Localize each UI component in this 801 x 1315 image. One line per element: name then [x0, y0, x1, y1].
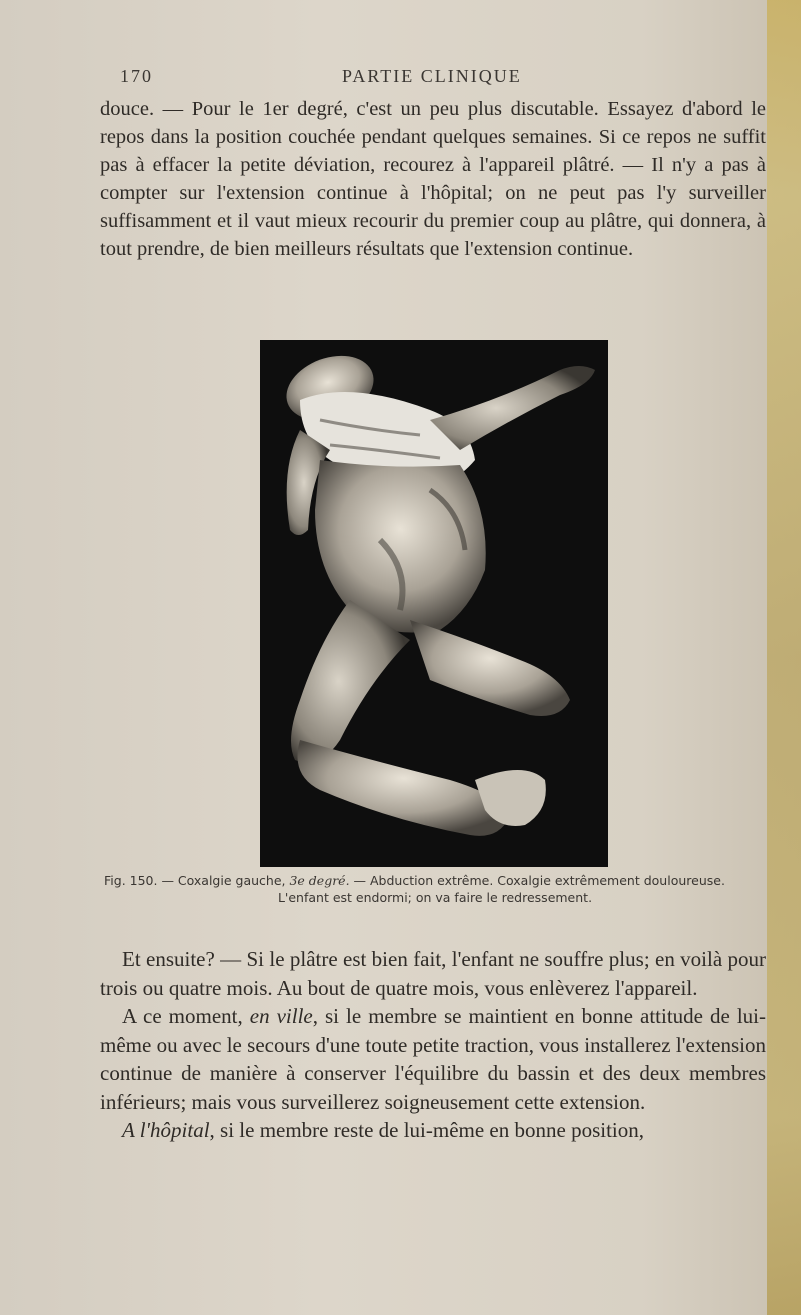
paragraph-text: douce. — Pour le 1er degré, c'est un peu plus discutable. Essayez d'abord le repos dans la position couchée pendant quelques semaines. Si ce repos ne suffit pas à effacer la petite déviation, recourez à l'appareil plâtré. — Il n'y a pas à compter sur l'extension continue à l'hôpital; on ne peut pas l'y surveiller suffisamment et il vaut mieux recourir du premier coup au plâtre, qui donnera, à tout prendre, de bien meilleurs résultats que l'extension continue. — [100, 98, 766, 260]
p3-italic: A l'hôpital — [122, 1118, 210, 1142]
paragraph-ensuite: Et ensuite? — Si le plâtre est bien fait, l'enfant ne souffre plus; en voilà pour trois ou quatre mois. Au bout de quatre mois, vous enlèverez l'appareil. — [100, 947, 766, 1000]
paragraph-top — [100, 95, 766, 263]
paragraph-hopital — [100, 1116, 766, 1145]
page-edge — [767, 0, 801, 1315]
figure-caption — [104, 872, 766, 906]
paragraph-bottom — [100, 945, 766, 1145]
caption-rest: — Abduction extrême. Coxalgie extrêmement douloureuse. — [353, 873, 725, 888]
paragraph-en-ville — [100, 1002, 766, 1116]
p2-italic: en ville — [249, 1004, 313, 1028]
caption-prefix: Fig. 150. — Coxalgie gauche, — [104, 873, 286, 888]
p3-rest: , si le membre reste de lui-même en bonne position, — [209, 1118, 644, 1142]
page-header — [0, 66, 801, 92]
clinical-photograph — [260, 340, 608, 867]
child-photo-illustration — [260, 340, 608, 867]
running-head: PARTIE CLINIQUE — [342, 66, 522, 86]
p2-rest: , si le membre se maintient en bonne attitude de lui-même ou avec le secours d'une toute petite traction, vous installerez l'extension continue de manière à conserver l'équilibre du bassin et des deux membres inférieurs; mais vous surveillerez soigneusement cette extension. — [100, 1004, 766, 1114]
caption-degree: 3e degré. — [289, 873, 350, 888]
p2-start: A ce moment, — [122, 1004, 243, 1028]
caption-second-line: L'enfant est endormi; on va faire le redressement. — [277, 890, 593, 905]
page-number: 170 — [120, 66, 153, 86]
